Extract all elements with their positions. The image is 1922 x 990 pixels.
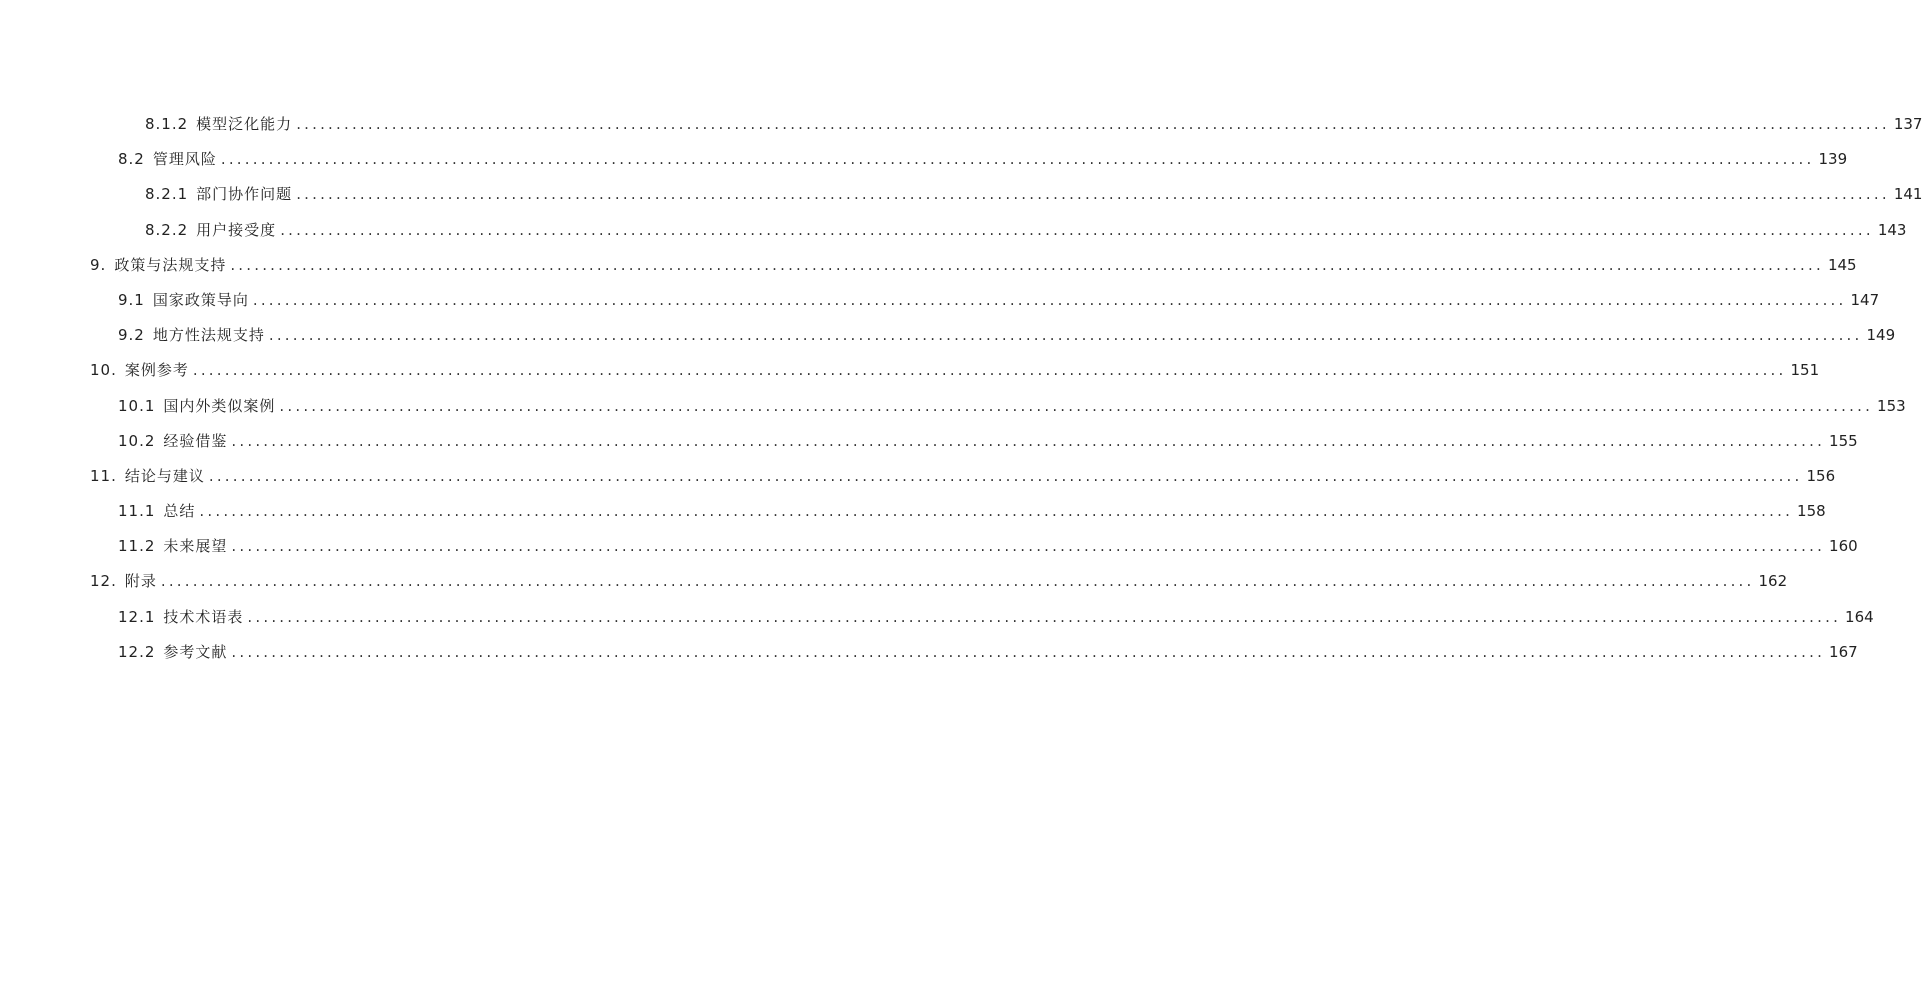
- dot-leader: ........................................................................................................................................................................................................: [230, 255, 1824, 274]
- toc-entry[interactable]: [118, 600, 1874, 635]
- toc-number: 9.: [90, 255, 107, 274]
- toc-title: 总结: [163, 502, 196, 521]
- toc-number: 10.: [90, 361, 117, 380]
- toc-page-number: 153: [1877, 396, 1906, 415]
- toc-entry[interactable]: [118, 318, 1896, 353]
- toc-entry[interactable]: [90, 459, 1836, 494]
- toc-title: 国家政策导向: [152, 290, 249, 309]
- dot-leader: ........................................................................................................................................................................................................: [192, 361, 1787, 380]
- toc-number: 10.1: [118, 396, 156, 415]
- toc-entry[interactable]: [145, 177, 1922, 212]
- toc-title: 技术术语表: [163, 607, 244, 626]
- toc-entry[interactable]: [90, 353, 1820, 388]
- toc-entry[interactable]: [145, 107, 1922, 142]
- toc-page-number: 139: [1818, 150, 1848, 169]
- toc-page-number: 160: [1829, 537, 1858, 556]
- table-of-contents: [0, 107, 1922, 670]
- dot-leader: ........................................................................................................................................................................................................: [231, 431, 1826, 450]
- dot-leader: ........................................................................................................................................................................................................: [252, 290, 1847, 309]
- toc-entry[interactable]: [145, 213, 1907, 248]
- dot-leader: ........................................................................................................................................................................................................: [220, 150, 1815, 169]
- toc-page-number: 137: [1893, 115, 1922, 133]
- toc-page-number: 141: [1893, 185, 1922, 204]
- toc-number: 12.: [90, 572, 117, 591]
- toc-number: 10.2: [118, 431, 156, 450]
- toc-title: 附录: [124, 572, 157, 591]
- toc-number: 8.2.1: [145, 185, 189, 204]
- toc-title: 用户接受度: [196, 220, 277, 239]
- toc-entry[interactable]: [118, 635, 1858, 670]
- toc-title: 国内外类似案例: [163, 396, 276, 415]
- dot-leader: ........................................................................................................................................................................................................: [208, 466, 1803, 485]
- toc-page-number: 155: [1829, 431, 1858, 450]
- toc-number: 11.2: [118, 537, 156, 556]
- toc-entry[interactable]: [118, 424, 1858, 459]
- toc-number: 11.1: [118, 502, 156, 521]
- toc-title: 经验借鉴: [163, 431, 228, 450]
- toc-number: 9.1: [118, 290, 145, 309]
- dot-leader: ........................................................................................................................................................................................................: [247, 607, 1842, 626]
- toc-number: 8.2.2: [145, 220, 189, 239]
- toc-title: 结论与建议: [124, 466, 205, 485]
- toc-title: 管理风险: [152, 150, 217, 169]
- toc-entry[interactable]: [118, 389, 1906, 424]
- toc-page-number: 164: [1845, 607, 1874, 626]
- dot-leader: ........................................................................................................................................................................................................: [296, 115, 1890, 133]
- toc-page-number: 149: [1866, 326, 1896, 345]
- toc-number: 8.2: [118, 150, 145, 169]
- toc-entry[interactable]: [118, 142, 1848, 177]
- dot-leader: ........................................................................................................................................................................................................: [296, 185, 1890, 204]
- toc-entry[interactable]: [90, 248, 1857, 283]
- toc-page-number: 145: [1827, 255, 1857, 274]
- toc-number: 9.2: [118, 326, 145, 345]
- dot-leader: ........................................................................................................................................................................................................: [199, 502, 1794, 521]
- toc-page-number: 147: [1850, 290, 1880, 309]
- toc-entry[interactable]: [118, 529, 1858, 564]
- toc-title: 政策与法规支持: [114, 255, 227, 274]
- dot-leader: ........................................................................................................................................................................................................: [279, 396, 1874, 415]
- toc-page-number: 162: [1758, 572, 1788, 591]
- dot-leader: ........................................................................................................................................................................................................: [268, 326, 1863, 345]
- toc-title: 参考文献: [163, 642, 228, 661]
- toc-title: 部门协作问题: [196, 185, 293, 204]
- toc-title: 案例参考: [124, 361, 189, 380]
- toc-title: 模型泛化能力: [196, 115, 293, 133]
- toc-number: 12.1: [118, 607, 156, 626]
- toc-title: 未来展望: [163, 537, 228, 556]
- toc-number: 11.: [90, 466, 117, 485]
- toc-page-number: 167: [1829, 642, 1858, 661]
- toc-number: 8.1.2: [145, 115, 189, 133]
- toc-page-number: 151: [1790, 361, 1820, 380]
- toc-page-number: 156: [1806, 466, 1836, 485]
- dot-leader: ........................................................................................................................................................................................................: [160, 572, 1755, 591]
- toc-number: 12.2: [118, 642, 156, 661]
- toc-entry[interactable]: [118, 283, 1880, 318]
- toc-page-number: 158: [1797, 502, 1826, 521]
- dot-leader: ........................................................................................................................................................................................................: [231, 642, 1826, 661]
- toc-entry[interactable]: [90, 564, 1788, 599]
- dot-leader: ........................................................................................................................................................................................................: [231, 537, 1826, 556]
- toc-page-number: 143: [1877, 220, 1907, 239]
- toc-entry[interactable]: [118, 494, 1826, 529]
- toc-title: 地方性法规支持: [152, 326, 265, 345]
- dot-leader: ........................................................................................................................................................................................................: [280, 220, 1874, 239]
